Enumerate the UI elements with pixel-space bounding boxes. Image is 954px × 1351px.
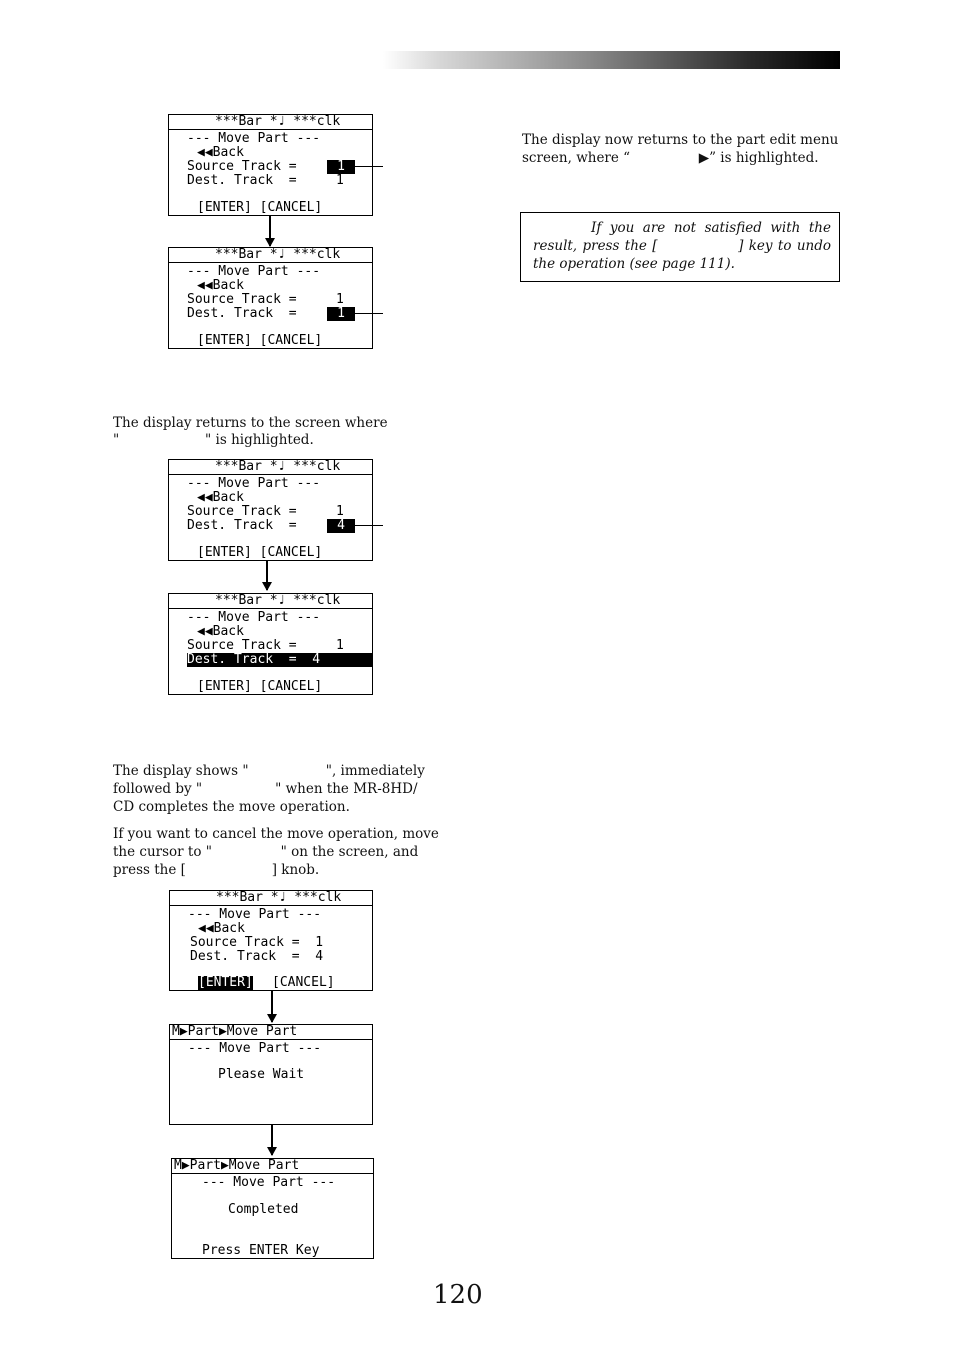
lcd-prompt: Press ENTER Key [202, 1243, 320, 1258]
lcd-status: ***Bar *♩ ***clk [215, 593, 341, 608]
lcd-status: ***Bar *♩ ***clk [215, 459, 341, 474]
lcd-dest-value: 4 [327, 519, 355, 533]
lcd-source-value: 1 [336, 638, 344, 653]
lcd-buttons: [ENTER] [CANCEL] [197, 679, 323, 694]
lcd-status: ***Bar *♩ ***clk [215, 114, 341, 129]
cancel-text-1: If you want to cancel the move operation, move [113, 826, 439, 842]
down-arrow [271, 991, 273, 1022]
lcd-dest-value: 1 [327, 307, 355, 321]
shows-text-2: followed by " " when the MR-8HD/ [113, 781, 418, 797]
lcd-title: --- Move Part --- [187, 476, 321, 491]
cancel-text-3: press the [ ] knob. [113, 862, 320, 878]
lcd-screen-1 [168, 114, 373, 216]
lcd-screen-4 [168, 593, 373, 695]
lcd-title: --- Move Part --- [187, 610, 321, 625]
lcd-source-label: Source Track = [187, 638, 297, 653]
lcd-source-label: Source Track = [187, 159, 297, 174]
lcd-title: --- Move Part --- [188, 1041, 322, 1056]
shows-text-1: The display shows " ", immediately [113, 763, 425, 779]
lcd-cancel-button: [CANCEL] [272, 975, 335, 990]
lcd-dest-label: Dest. Track = [187, 518, 297, 533]
lcd-title: --- Move Part --- [202, 1175, 336, 1190]
lcd-source-value: 1 [336, 504, 344, 519]
lcd-screen-5 [169, 890, 373, 991]
right-text-2: screen, where “ ▶” is highlighted. [522, 150, 819, 166]
page-number: 120 [433, 1280, 483, 1310]
lcd-title: --- Move Part --- [187, 264, 321, 279]
lcd-screen-3 [168, 459, 373, 561]
lcd-source-value: 1 [336, 292, 344, 307]
lcd-back: ◀◀Back [197, 624, 244, 639]
lcd-screen-2 [168, 247, 373, 349]
lcd-enter-button: [ENTER] [198, 975, 253, 990]
lcd-back: ◀◀Back [197, 278, 244, 293]
down-arrow [269, 216, 271, 246]
lcd-wait-screen [169, 1024, 373, 1125]
cancel-text-2: the cursor to " " on the screen, and [113, 844, 419, 860]
header-gradient-bar [383, 51, 840, 69]
lcd-done-message: Completed [228, 1202, 299, 1217]
callout-line [355, 525, 383, 526]
returns-text-1: The display returns to the screen where [113, 415, 388, 431]
note-text: If you are not satisfied with the result, press the [ ] key to undo the operation (see page 111). [533, 220, 836, 272]
right-text-1: The display now returns to the part edit menu [522, 132, 839, 148]
callout-line [355, 166, 383, 167]
lcd-path: M▶Part▶Move Part [172, 1024, 298, 1039]
note-box [520, 212, 840, 282]
lcd-back: ◀◀Back [197, 145, 244, 160]
lcd-source-line: Source Track = 1 [190, 935, 324, 950]
lcd-source-value: 1 [327, 160, 355, 174]
lcd-dest-value: 1 [336, 173, 344, 188]
lcd-dest-line: Dest. Track = 4 [190, 949, 324, 964]
lcd-source-label: Source Track = [187, 292, 297, 307]
lcd-done-screen [171, 1158, 374, 1259]
lcd-status: ***Bar *♩ ***clk [216, 890, 342, 905]
lcd-source-label: Source Track = [187, 504, 297, 519]
returns-text-2: " " is highlighted. [113, 432, 314, 448]
lcd-dest-label: Dest. Track = [187, 306, 297, 321]
down-arrow [266, 561, 268, 590]
down-arrow [271, 1125, 273, 1155]
lcd-dest-label: Dest. Track = [187, 173, 297, 188]
lcd-back: ◀◀Back [198, 921, 245, 936]
lcd-buttons: [ENTER] [CANCEL] [197, 333, 323, 348]
lcd-title: --- Move Part --- [188, 907, 322, 922]
lcd-path: M▶Part▶Move Part [174, 1158, 300, 1173]
lcd-dest-line: Dest. Track = 4 [187, 653, 372, 667]
lcd-title: --- Move Part --- [187, 131, 321, 146]
callout-line [355, 313, 383, 314]
lcd-status: ***Bar *♩ ***clk [215, 247, 341, 262]
lcd-buttons: [ENTER] [CANCEL] [197, 200, 323, 215]
lcd-wait-message: Please Wait [218, 1067, 305, 1082]
lcd-buttons: [ENTER] [CANCEL] [197, 545, 323, 560]
shows-text-3: CD completes the move operation. [113, 799, 350, 815]
lcd-back: ◀◀Back [197, 490, 244, 505]
